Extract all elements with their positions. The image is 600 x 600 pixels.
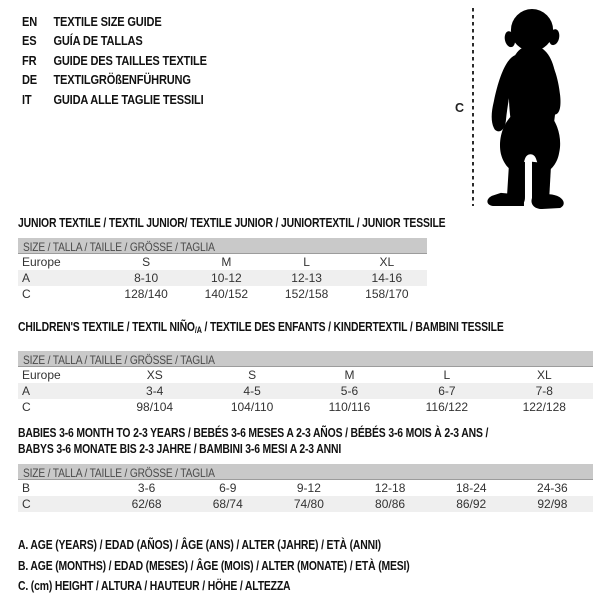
row-label: C	[22, 497, 31, 511]
size-cell: 12-18	[374, 481, 406, 495]
lang-code: IT	[22, 91, 32, 107]
size-cell: 74/80	[293, 497, 324, 511]
size-cell: XS	[146, 368, 163, 382]
size-cell: M	[221, 255, 232, 269]
silhouette-head	[511, 9, 553, 51]
footnote-age-years: A. AGE (YEARS) / EDAD (AÑOS) / ÂGE (ANS) / ALTER (JAHRE) / ETÀ (ANNI)	[18, 537, 381, 552]
row-label: A	[22, 384, 31, 398]
size-cell: 4-5	[243, 384, 261, 398]
lang-title: TEXTILGRÖßENFÜHRUNG	[53, 72, 191, 88]
lang-title: GUIDA ALLE TAGLIE TESSILI	[53, 91, 204, 107]
size-cell: 80/86	[375, 497, 406, 511]
silhouette-shorts	[500, 116, 560, 174]
footnote-height-cm: C. (cm) HEIGHT / ALTURA / HAUTEUR / HÖHE / ALTEZZA	[18, 578, 291, 594]
silhouette-foot-right	[532, 194, 564, 209]
size-cell: 3-6	[137, 481, 156, 495]
size-cell: 140/152	[204, 287, 249, 301]
size-cell: 7-8	[535, 384, 553, 398]
size-cell: S	[142, 255, 151, 269]
row-label: B	[22, 481, 31, 495]
size-cell: S	[248, 368, 257, 382]
size-cell: 116/122	[425, 400, 469, 414]
row-label: A	[22, 271, 31, 285]
junior-size-header-bar: SIZE / TALLA / TAILLE / GRÖSSE / TAGLIA	[18, 238, 427, 254]
size-cell: 98/104	[136, 400, 174, 414]
size-cell: XL	[379, 255, 395, 269]
table-row	[18, 399, 593, 415]
baby-silhouette-image	[478, 3, 580, 209]
size-cell: 8-10	[134, 271, 159, 285]
size-cell: 92/98	[537, 497, 568, 511]
children-size-table	[18, 367, 593, 415]
size-cell: 9-12	[296, 481, 321, 495]
junior-size-table	[18, 254, 427, 302]
size-cell: 10-12	[211, 271, 242, 285]
lang-title: GUÍA DE TALLAS	[53, 33, 143, 49]
size-cell: 14-16	[371, 271, 403, 285]
size-cell: 122/128	[522, 400, 566, 414]
size-cell: 12-13	[291, 271, 322, 285]
table-row	[18, 254, 427, 270]
row-label: C	[22, 287, 31, 301]
size-cell: M	[344, 368, 355, 382]
lang-code: DE	[22, 72, 38, 88]
silhouette-foot-left	[487, 193, 524, 206]
size-cell: 86/92	[456, 497, 487, 511]
size-cell: 6-9	[219, 481, 237, 495]
table-row	[18, 496, 593, 512]
babies-section-heading: BABIES 3-6 MONTH TO 2-3 YEARS / BEBÉS 3-6 MESES A 2-3 AÑOS / BÉBÉS 3-6 MOIS À 2-3 ANS / BABYS 3-6 MONATE BIS 2-3 JAHRE / BAMBINI 3-6 MESI A 2-3 ANNI	[18, 425, 489, 456]
table-row	[18, 270, 427, 286]
babies-size-table	[18, 480, 593, 512]
size-cell: L	[443, 368, 451, 382]
footnote-age-months: B. AGE (MONTHS) / EDAD (MESES) / ÂGE (MOIS) / ALTER (MONATE) / ETÀ (MESI)	[18, 557, 410, 573]
lang-row-it	[22, 90, 239, 109]
size-cell: XL	[536, 368, 552, 382]
size-cell: 3-4	[146, 384, 164, 398]
size-cell: 5-6	[340, 384, 359, 398]
size-cell: 18-24	[455, 481, 487, 495]
lang-code: ES	[22, 33, 37, 49]
table-row	[18, 383, 593, 399]
lang-row-en	[22, 12, 239, 31]
table-row	[18, 367, 593, 383]
junior-section-heading: JUNIOR TEXTILE / TEXTIL JUNIOR/ TEXTILE JUNIOR / JUNIORTEXTIL / JUNIOR TESSILE	[18, 215, 446, 230]
lang-row-de	[22, 70, 239, 89]
row-label: Europe	[22, 368, 61, 382]
lang-code: EN	[22, 14, 38, 29]
babies-size-header-bar: SIZE / TALLA / TAILLE / GRÖSSE / TAGLIA	[18, 464, 593, 480]
footnote-legend	[18, 535, 508, 597]
row-label: Europe	[22, 255, 61, 269]
table-row	[18, 286, 427, 302]
size-cell: 110/116	[328, 400, 371, 414]
lang-row-es	[22, 31, 239, 50]
lang-row-fr	[22, 51, 239, 70]
size-cell: L	[303, 255, 310, 269]
size-cell: 24-36	[537, 481, 568, 495]
size-cell: 158/170	[365, 287, 409, 301]
table-row	[18, 480, 593, 496]
lang-title: TEXTILE SIZE GUIDE	[53, 14, 162, 29]
size-cell: 6-7	[438, 384, 456, 398]
size-cell: 62/68	[131, 497, 162, 511]
children-size-header-bar: SIZE / TALLA / TAILLE / GRÖSSE / TAGLIA	[18, 351, 593, 367]
lang-code: FR	[22, 52, 37, 68]
size-cell: 152/158	[284, 287, 329, 301]
row-label: C	[22, 400, 31, 414]
language-title-list	[22, 12, 239, 109]
size-cell: 68/74	[212, 497, 243, 511]
height-measure-label: C	[455, 101, 465, 115]
height-measure-dashed-line	[472, 8, 474, 206]
children-section-heading: CHILDREN'S TEXTILE / TEXTIL NIÑO/A / TEXTILE DES ENFANTS / KINDERTEXTIL / BAMBINI TESSILE	[18, 319, 504, 335]
lang-title: GUIDE DES TAILLES TEXTILE	[53, 52, 207, 68]
size-cell: 104/110	[230, 400, 274, 414]
size-cell: 128/140	[124, 287, 168, 301]
